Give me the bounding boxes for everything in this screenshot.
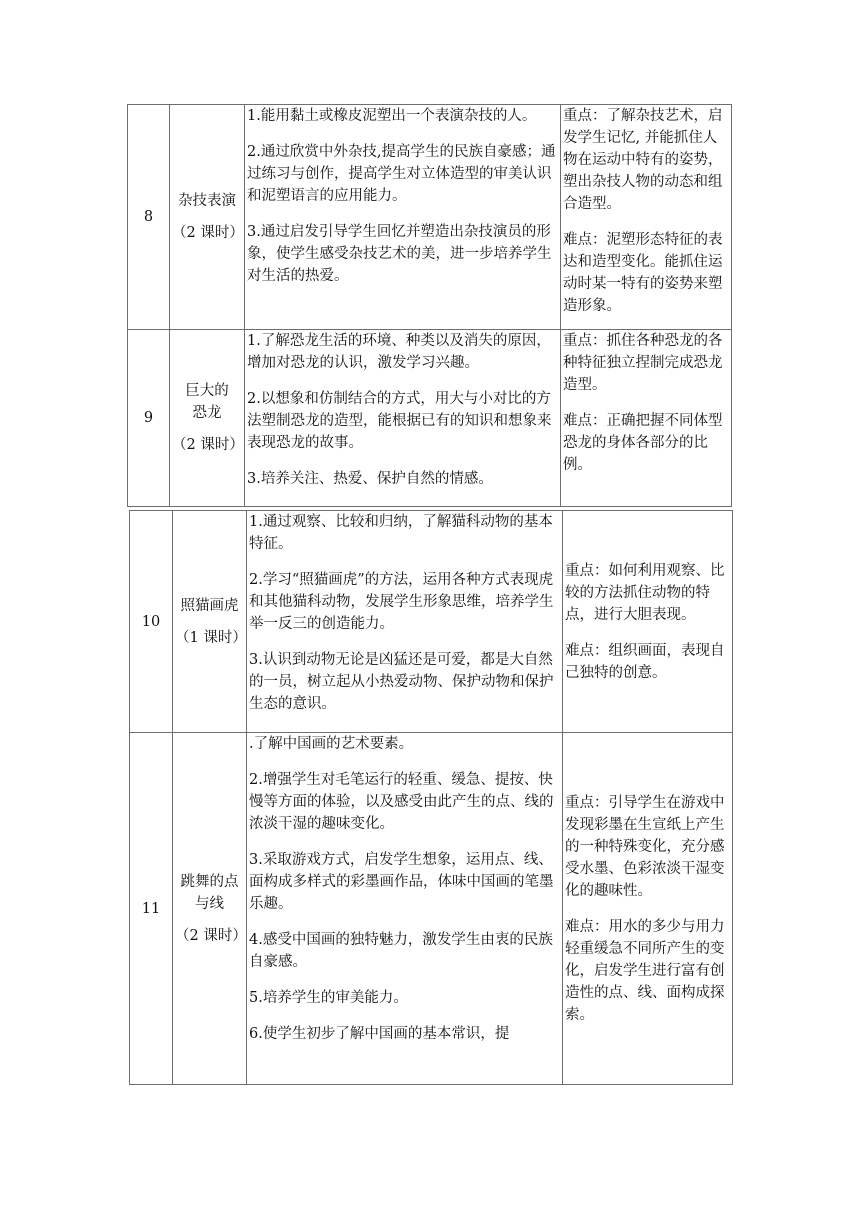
- lesson-number: 8: [128, 105, 170, 330]
- goal-item: .了解中国画的艺术要素。: [249, 736, 414, 752]
- goal-item: 1.能用黏土或橡皮泥塑出一个表演杂技的人。: [247, 108, 537, 124]
- goal-item: 5.培养学生的审美能力。: [249, 990, 408, 1006]
- table-row: [130, 511, 733, 733]
- lesson-goals: [247, 733, 563, 1085]
- key-point: 重点：如何利用观察、比较的方法抓住动物的特点，进行大胆表现。: [565, 562, 725, 623]
- table-row: [128, 330, 732, 507]
- goal-item: 3.培养关注、热爱、保护自然的情感。: [247, 471, 493, 487]
- lesson-goals: [245, 330, 561, 507]
- lesson-number: 10: [130, 511, 173, 733]
- goal-item: 4.感受中国画的独特魅力，激发学生由衷的民族自豪感。: [249, 932, 553, 970]
- key-point: 重点：引导学生在游戏中发现彩墨在生宣纸上产生的一种特殊变化，充分感受水墨、色彩浓淡干湿变化的趣味性。: [565, 794, 725, 899]
- table-row: [130, 733, 733, 1085]
- lesson-focus: [561, 330, 732, 507]
- lesson-hours: （1 课时）: [175, 629, 247, 646]
- lesson-hours: （2 课时）: [172, 225, 244, 241]
- table-row: [128, 105, 732, 330]
- lesson-title-cell: [170, 330, 245, 507]
- lesson-title: 巨大的恐龙: [185, 383, 229, 421]
- lesson-table-upper: [127, 104, 732, 507]
- goal-item: 6.使学生初步了解中国画的基本常识，提: [249, 1026, 510, 1042]
- lesson-focus: [563, 511, 733, 733]
- goal-item: 2.增强学生对毛笔运行的轻重、缓急、提按、快慢等方面的体验，以及感受由此产生的点、线的浓淡干湿的趣味变化。: [249, 772, 554, 832]
- key-point: 重点：抓住各种恐龙的各种特征独立捏制完成恐龙造型。: [563, 333, 723, 393]
- key-point: 重点：了解杂技艺术，启发学生记忆, 并能抓住人物在运动中特有的姿势，塑出杂技人物的动态和组合造型。: [563, 108, 723, 212]
- difficulty-point: 难点：组织画面，表现自己独特的创意。: [565, 642, 725, 681]
- goal-item: 1.通过观察、比较和归纳，了解猫科动物的基本特征。: [249, 514, 553, 552]
- lesson-focus: [563, 733, 733, 1085]
- goal-item: 2.以想象和仿制结合的方式，用大与小对比的方法塑制恐龙的造型，能根据已有的知识和想象来表现恐龙的故事。: [247, 391, 552, 451]
- lesson-title-cell: [173, 511, 247, 733]
- difficulty-point: 难点：用水的多少与用力轻重缓急不同所产生的变化，启发学生进行富有创造性的点、线、面构成探索。: [565, 918, 725, 1023]
- lesson-title: 跳舞的点与线: [180, 873, 239, 912]
- goal-item: 2.通过欣赏中外杂技,提高学生的民族自豪感；通过练习与创作，提高学生对立体造型的审美认识和泥塑语言的应用能力。: [247, 144, 556, 204]
- lesson-goals: [245, 105, 561, 330]
- difficulty-point: 难点：泥塑形态特征的表达和造型变化。能抓住运动时某一特有的姿势来塑造形象。: [563, 232, 723, 314]
- lesson-hours: （2 课时）: [172, 437, 244, 453]
- lesson-focus: [561, 105, 732, 330]
- difficulty-point: 难点：正确把握不同体型恐龙的身体各部分的比例。: [563, 413, 723, 473]
- lesson-title: 杂技表演: [178, 193, 236, 209]
- lesson-title-cell: [170, 105, 245, 330]
- goal-item: 3.认识到动物无论是凶猛还是可爱，都是大自然的一员，树立起从小热爱动物、保护动物和保护生态的意识。: [249, 652, 554, 712]
- goal-item: 1.了解恐龙生活的环境、种类以及消失的原因，增加对恐龙的认识，激发学习兴趣。: [247, 333, 551, 371]
- lesson-hours: （2 课时）: [175, 927, 247, 944]
- goal-item: 2.学习“照猫画虎”的方法，运用各种方式表现虎和其他猫科动物，发展学生形象思维，培养学生举一反三的创造能力。: [249, 572, 554, 632]
- lesson-table-lower: [129, 510, 733, 1085]
- lesson-number: 11: [130, 733, 173, 1085]
- goal-item: 3.采取游戏方式，启发学生想象，运用点、线、面构成多样式的彩墨画作品，体味中国画的笔墨乐趣。: [249, 852, 554, 912]
- lesson-goals: [247, 511, 563, 733]
- lesson-title: 照猫画虎: [180, 597, 239, 614]
- lesson-number: 9: [128, 330, 170, 507]
- lesson-title-cell: [173, 733, 247, 1085]
- goal-item: 3.通过启发引导学生回忆并塑造出杂技演员的形象，使学生感受杂技艺术的美，进一步培养学生对生活的热爱。: [247, 224, 552, 284]
